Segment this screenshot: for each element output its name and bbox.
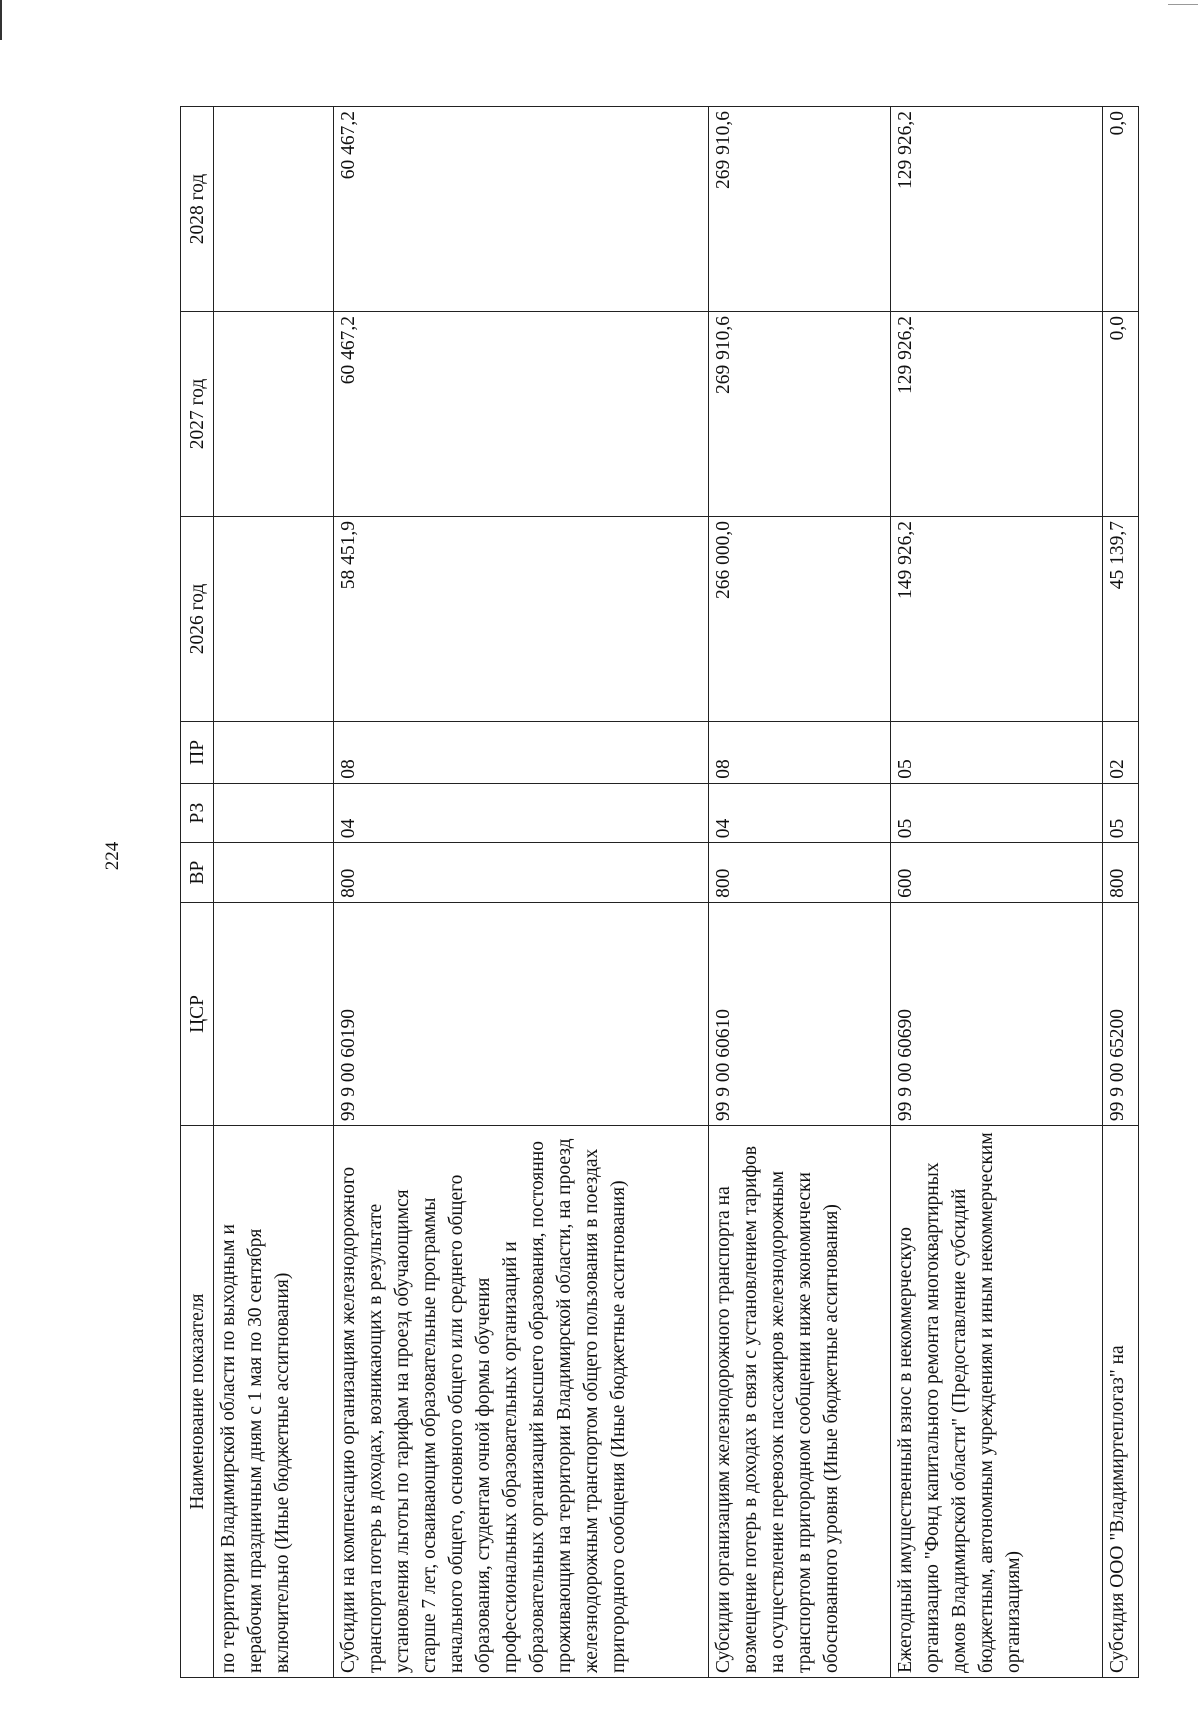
- cell-2027: 60 467,2: [334, 312, 709, 517]
- page-number: 224: [102, 841, 123, 871]
- cell-vr: 800: [1103, 843, 1139, 903]
- cell-name: Субсидии на компенсацию организациям железнодорожного транспорта потерь в доходах, возникающих в результате установления льготы по тарифам на проезд обучающимся старше 7 лет, осваивающим образовательные программы начального общего, основного общего или среднего общего образования, студентам очной формы обучения профессиональных образовательных организаций и образовательных организаций высшего образования, постоянно проживающим на территории Владимирской области, на проезд железнодорожным транспортом общего пользования в поездах пригородного сообщения (Иные бюджетные ассигнования): [334, 1126, 709, 1678]
- cell-csr: [214, 902, 334, 1125]
- header-rz: РЗ: [181, 783, 214, 843]
- cell-2027: 269 910,6: [709, 312, 891, 517]
- cell-rz: 04: [334, 783, 709, 843]
- header-vr: ВР: [181, 843, 214, 903]
- cell-2026: 266 000,0: [709, 516, 891, 721]
- cell-2026: 58 451,9: [334, 516, 709, 721]
- header-csr: ЦСР: [181, 902, 214, 1125]
- cell-2026: 45 139,7: [1103, 516, 1139, 721]
- table-row: [709, 107, 891, 1678]
- header-2026: 2026 год: [181, 516, 214, 721]
- cell-csr: 99 9 00 60610: [709, 902, 891, 1125]
- cell-2027: [214, 312, 334, 517]
- cell-2026: 149 926,2: [891, 516, 1103, 721]
- cell-pr: 08: [709, 721, 891, 783]
- header-2027: 2027 год: [181, 312, 214, 517]
- header-pr: ПР: [181, 721, 214, 783]
- header-2028: 2028 год: [181, 107, 214, 312]
- cell-rz: 05: [1103, 783, 1139, 843]
- table-header-row: [181, 107, 214, 1678]
- cell-2028: 129 926,2: [891, 107, 1103, 312]
- cell-2028: 269 910,6: [709, 107, 891, 312]
- cell-csr: 99 9 00 60190: [334, 902, 709, 1125]
- cell-vr: [214, 843, 334, 903]
- cell-pr: 02: [1103, 721, 1139, 783]
- cell-2026: [214, 516, 334, 721]
- scan-edge-mark: [1168, 4, 1198, 5]
- cell-csr: 99 9 00 65200: [1103, 902, 1139, 1125]
- cell-2028: 60 467,2: [334, 107, 709, 312]
- cell-2027: 129 926,2: [891, 312, 1103, 517]
- cell-pr: 08: [334, 721, 709, 783]
- scan-edge-mark: [0, 0, 2, 40]
- cell-vr: 800: [334, 843, 709, 903]
- cell-rz: [214, 783, 334, 843]
- cell-2028: [214, 107, 334, 312]
- budget-table: [180, 106, 1139, 1678]
- cell-pr: 05: [891, 721, 1103, 783]
- header-name: Наименование показателя: [181, 1126, 214, 1678]
- cell-name: Ежегодный имущественный взнос в некоммерческую организацию "Фонд капитального ремонта многоквартирных домов Владимирской области" (Предоставление субсидий бюджетным, автономным учреждениям и иным некоммерческим организациям): [891, 1126, 1103, 1678]
- table-row: [891, 107, 1103, 1678]
- cell-2027: 0,0: [1103, 312, 1139, 517]
- cell-rz: 05: [891, 783, 1103, 843]
- table-row: [334, 107, 709, 1678]
- table-row: [214, 107, 334, 1678]
- table-row: [1103, 107, 1139, 1678]
- cell-name: по территории Владимирской области по выходным и нерабочим праздничным дням с 1 мая по 30 сентября включительно (Иные бюджетные ассигнования): [214, 1126, 334, 1678]
- rotated-table-frame: [180, 106, 1135, 1678]
- cell-vr: 600: [891, 843, 1103, 903]
- cell-2028: 0,0: [1103, 107, 1139, 312]
- cell-pr: [214, 721, 334, 783]
- cell-vr: 800: [709, 843, 891, 903]
- cell-name: Субсидия ООО "Владимиртеплогаз" на: [1103, 1126, 1139, 1678]
- cell-name: Субсидии организациям железнодорожного транспорта на возмещение потерь в доходах в связи с установлением тарифов на осуществление перевозок пассажиров железнодорожным транспортом в пригородном сообщении ниже экономически обоснованного уровня (Иные бюджетные ассигнования): [709, 1126, 891, 1678]
- cell-csr: 99 9 00 60690: [891, 902, 1103, 1125]
- cell-rz: 04: [709, 783, 891, 843]
